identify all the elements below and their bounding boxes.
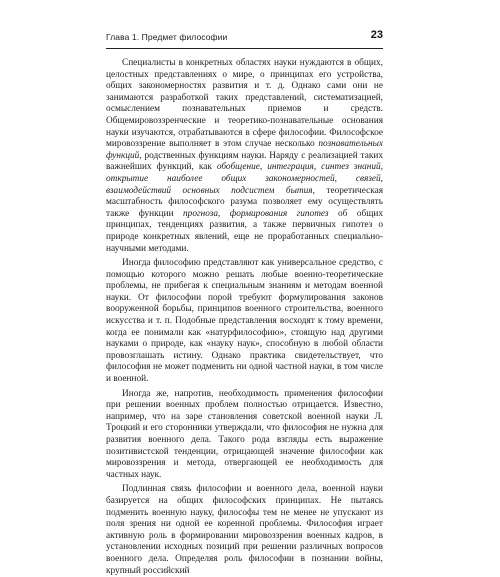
paragraph-4-text: Подлинная связь философии и военного дела, военной науки базируется на общих философских принципах. Не пытаясь подменить военную науку, философы тем не менее не упускают из поля зрения ни одной ее коренной проблемы. Философия играет активную роль в формировании мировоззрения военных кадров, в установлении исходных позиций при решении различных вопросов военного дела. Определяя роль философии в познании войны, крупный российский bbox=[106, 484, 383, 576]
paragraph-1-text-1: Специалисты в конкретных областях науки нуждаются в общих, целостных представлениях о мире, о принципах его устройства, общих закономерностях развития и т. д. Однако сами они не занимаются разработкой таких представлений, систематизацией, осмыслением познавательных приемов и средств. Общемировоззренческие и теоретико-познавательные основания науки изучаются, отрабатываются в сфере философии. Философское мировоззрение выполняет в этом случае несколько bbox=[106, 58, 383, 150]
paragraph-1-text-2: , родственных функциям науки. Наряду с реализацией таких важнейших функций, как bbox=[106, 150, 383, 173]
paragraph-1 bbox=[106, 58, 383, 255]
paragraph-1-text-4: об общих принципах, тенденциях развития, а также первичных гипотез о природе конкретных явлений, еще не проработанных специально-научными методами. bbox=[106, 208, 383, 254]
body-text bbox=[106, 58, 383, 577]
chapter-title: Глава 1. Предмет философии bbox=[106, 32, 228, 42]
paragraph-1-emphasis-3: прогноза, формирования гипотез bbox=[183, 208, 329, 219]
paragraph-2 bbox=[106, 258, 383, 386]
paragraph-2-text: Иногда философию представляют как универсальное средство, с помощью которого можно решать любые военно-теоретические проблемы, не прибегая к специальным знаниям и методам военной науки. От философии порой требуют формулирования законов вооруженной борьбы, принципов военного строительства, военного искусства и т. п. Подобные представления восходят к тому времени, когда ее понимали как «натурфилософию», стоящую над другими науками о природе, как «науку наук», способную в любой области провозглашать истину. Однако практика свидетельствует, что философия не может подменить ни одной частной науки, в том числе и военной. bbox=[106, 258, 383, 385]
paragraph-4 bbox=[106, 484, 383, 577]
page-number: 23 bbox=[370, 29, 383, 41]
paragraph-3 bbox=[106, 389, 383, 482]
running-header bbox=[106, 28, 383, 49]
paragraph-1-emphasis-1: познавательных функций bbox=[106, 139, 383, 161]
paragraph-1-text-3: , теоретическая масштабность философского разума позволяет ему осуществлять также функции bbox=[106, 185, 383, 219]
paragraph-1-emphasis-2: обобщение, интеграция, синтез знаний, открытие наиболее общих закономерностей, связей, взаимодействий основных подсистем бытия bbox=[106, 162, 383, 196]
paragraph-3-text: Иногда же, напротив, необходимость применения философии при решении военных проблем полностью отрицается. Известно, например, что на заре становления советской военной науки Л. Троцкий и его сторонники утверждали, что философия не нужна для развития военного дела. Такого рода взгляды есть выражение позитивистской тенденции, отрицающей значение философии как мировоззрения и метода, отвергающей ее необходимость для частных наук. bbox=[106, 388, 383, 480]
